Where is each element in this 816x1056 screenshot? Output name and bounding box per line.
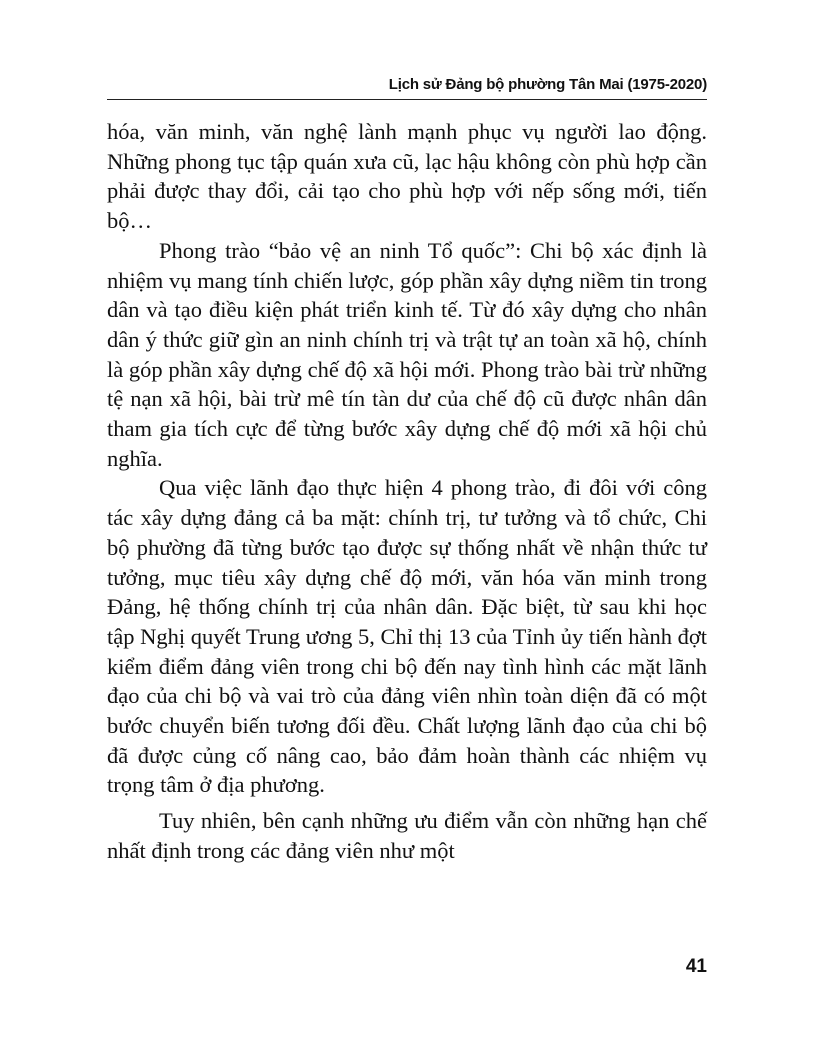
body-text (107, 117, 707, 866)
page-number: 41 (685, 956, 707, 977)
paragraph-4: Tuy nhiên, bên cạnh những ưu điểm vẫn còn những hạn chế nhất định trong các đảng viên như một (107, 808, 707, 863)
running-header (107, 76, 707, 106)
paragraph-3: Qua việc lãnh đạo thực hiện 4 phong trào, đi đôi với công tác xây dựng đảng cả ba mặt: chính trị, tư tưởng và tổ chức, Chi bộ phường đã từng bước tạo được sự thống nhất về nhận thức tư tưởng, mục tiêu xây dựng chế độ mới, văn hóa văn minh trong Đảng, hệ thống chính trị của nhân dân. Đặc biệt, từ sau khi học tập Nghị quyết Trung ương 5, Chỉ thị 13 của Tỉnh ủy tiến hành đợt kiểm điểm đảng viên trong chi bộ đến nay tình hình các mặt lãnh đạo của chi bộ và vai trò của đảng viên nhìn toàn diện đã có một bước chuyển biến tương đối đều. Chất lượng lãnh đạo của chi bộ đã được củng cố nâng cao, bảo đảm hoàn thành các nhiệm vụ trọng tâm ở địa phương. (107, 475, 707, 798)
header-rule (107, 99, 707, 100)
paragraph-2: Phong trào “bảo vệ an ninh Tổ quốc”: Chi bộ xác định là nhiệm vụ mang tính chiến lược, góp phần xây dựng niềm tin trong dân và tạo điều kiện phát triển kinh tế. Từ đó xây dựng cho nhân dân ý thức giữ gìn an ninh chính trị và trật tự an toàn xã hộ, chính là góp phần xây dựng chế độ xã hội mới. Phong trào bài trừ những tệ nạn xã hội, bài trừ mê tín tàn dư của chế độ cũ được nhân dân tham gia tích cực để từng bước xây dựng chế độ mới xã hội chủ nghĩa. (107, 237, 707, 471)
paragraph-1: hóa, văn minh, văn nghệ lành mạnh phục vụ người lao động. Những phong tục tập quán xưa cũ, lạc hậu không còn phù hợp cần phải được thay đổi, cải tạo cho phù hợp với nếp sống mới, tiến bộ… (107, 119, 707, 234)
running-header-title: Lịch sử Đảng bộ phường Tân Mai (1975-2020) (388, 76, 707, 93)
